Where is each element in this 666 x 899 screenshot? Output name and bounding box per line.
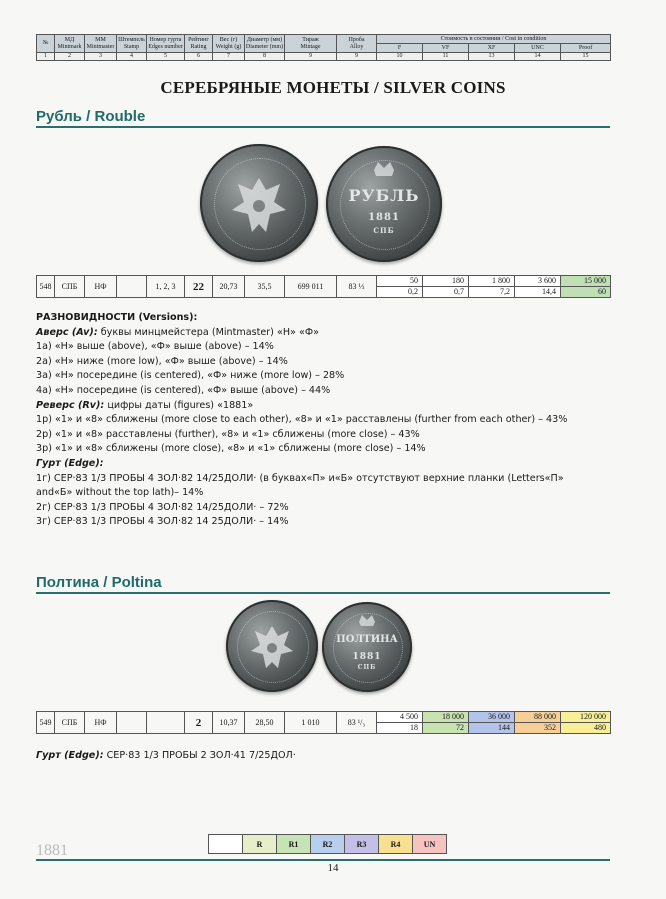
footer-rule (36, 859, 610, 861)
rarity-legend (208, 834, 447, 854)
hdr-diameter: Диаметр (мм) Diameter (mm) (245, 35, 285, 53)
hdr-num: 9 (285, 53, 337, 61)
price-f (377, 276, 423, 298)
coin-row-549 (36, 711, 611, 734)
versions-title: РАЗНОВИДНОСТИ (Versions): (36, 312, 198, 323)
price-usd: 18 (410, 723, 418, 732)
obverse-label: Аверс (Av): (36, 326, 98, 338)
rarity-swatch: R (243, 835, 277, 854)
rouble-obverse-image (200, 144, 318, 262)
coin-date: 1881 (352, 652, 382, 662)
version-item: 3а) «Н» посередине (is centered), «Ф» ниже (more low) – 28% (36, 370, 345, 382)
reverse-heading (36, 399, 616, 414)
coin-date: 1881 (368, 212, 400, 223)
price-rub: 88 000 (515, 712, 560, 723)
poltina-obverse-image (226, 600, 318, 692)
cell-no: 548 (37, 276, 55, 298)
hdr-mintmaster: ММ Mintmaster (85, 35, 117, 53)
price-xf (469, 712, 515, 734)
column-header-table (36, 34, 611, 61)
price-usd: 0,2 (408, 287, 418, 296)
price-usd: 72 (456, 723, 464, 732)
hdr-num: 7 (213, 53, 245, 61)
coin-mintmark: СПБ (373, 226, 395, 235)
price-xf (469, 276, 515, 298)
price-rub: 120 000 (561, 712, 610, 723)
hdr-edges: Номер гурта Edges number (147, 35, 185, 53)
poltina-edge-block (36, 749, 616, 764)
rarity-swatch: R3 (345, 835, 379, 854)
double-eagle-icon (200, 144, 318, 262)
price-usd: 144 (498, 723, 510, 732)
reverse-label: Реверс (Rv): (36, 399, 105, 411)
cell-alloy: 83 ⅓ (337, 276, 377, 298)
hdr-num: 5 (147, 53, 185, 61)
hdr-num: 2 (55, 53, 85, 61)
version-item: 4а) «Н» посередине (is centered), «Ф» выше (above) – 44% (36, 384, 331, 396)
cell-edges (147, 712, 185, 734)
hdr-num: 11 (423, 53, 469, 61)
cell-weight: 10,37 (213, 712, 245, 734)
price-rub: 15 000 (561, 276, 610, 287)
cell-rating: 22 (185, 276, 213, 298)
poltina-reverse-image (322, 602, 412, 692)
rarity-swatch: R4 (379, 835, 413, 854)
cell-mintmark: СПБ (55, 276, 85, 298)
page-number: 14 (327, 862, 339, 874)
hdr-alloy: Проба Alloy (337, 35, 377, 53)
price-usd: 60 (598, 287, 606, 296)
price-rub: 3 600 (515, 276, 560, 287)
price-vf (423, 712, 469, 734)
hdr-num: 9 (337, 53, 377, 61)
version-item: 2а) «Н» ниже (more low), «Ф» выше (above) – 14% (36, 355, 288, 367)
coin-row-548 (36, 275, 611, 298)
section-rule (36, 592, 610, 594)
year-label: 1881 (36, 842, 68, 859)
price-unc (515, 276, 561, 298)
hdr-mintmark: МД Mintmark (55, 35, 85, 53)
reverse-text: цифры даты (figures) «1881» (104, 399, 254, 411)
hdr-stamp: Штемпель Stamp (117, 35, 147, 53)
rouble-reverse-image (326, 146, 442, 262)
price-usd: 0,7 (454, 287, 464, 296)
price-proof (561, 276, 611, 298)
version-item: 1р) «1» и «8» сближены (more close to each other), «8» и «1» расставлены (further from each other) – 43% (36, 414, 568, 426)
price-vf (423, 276, 469, 298)
obverse-text: буквы минцмейстера (Mintmaster) «Н» «Ф» (97, 326, 319, 338)
hdr-num: 6 (185, 53, 213, 61)
crown-icon (322, 602, 412, 692)
hdr-no: № (37, 35, 55, 53)
price-rub: 36 000 (469, 712, 514, 723)
edge-text: СЕР·83 1/3 ПРОБЫ 2 ЗОЛ·41 7/25ДОЛ· (103, 750, 296, 761)
coin-denomination: ПОЛТИНА (336, 634, 398, 645)
price-rub: 50 (377, 276, 422, 287)
rarity-swatch: R2 (311, 835, 345, 854)
hdr-cond-xf: XF (469, 44, 515, 53)
coin-mintmark: СПБ (357, 664, 377, 671)
cell-mintage: 1 010 (285, 712, 337, 734)
price-rub: 180 (423, 276, 468, 287)
section-rule (36, 126, 610, 128)
price-usd: 14,4 (542, 287, 556, 296)
page-title: СЕРЕБРЯНЫЕ МОНЕТЫ / SILVER COINS (160, 78, 506, 97)
edge-heading: Гурт (Edge): (36, 750, 104, 761)
obverse-heading (36, 326, 616, 341)
cell-mintmaster: НФ (85, 712, 117, 734)
version-item: 3р) «1» и «8» сближены (more close), «8» и «1» сближены (more close) – 14% (36, 443, 426, 455)
section-title-poltina: Полтина / Poltina (36, 574, 162, 591)
cell-alloy: 83 ¹/₃ (337, 712, 377, 734)
price-proof (561, 712, 611, 734)
hdr-cond-vf: VF (423, 44, 469, 53)
edge-heading: Гурт (Edge): (36, 457, 104, 469)
cell-no: 549 (37, 712, 55, 734)
hdr-mintage: Тираж Mintage (285, 35, 337, 53)
cell-stamp (117, 712, 147, 734)
hdr-num: 3 (85, 53, 117, 61)
hdr-cond-proof: Proof (561, 44, 611, 53)
price-usd: 480 (594, 723, 606, 732)
hdr-cond-unc: UNC (515, 44, 561, 53)
edge-item: 1г) СЕР·83 1/3 ПРОБЫ 4 ЗОЛ·82 14/25ДОЛИ· (в буквах«П» и«Б» отсутствуют верхние планки (Letters«П» (36, 472, 564, 484)
hdr-num: 8 (245, 53, 285, 61)
hdr-num: 1 (37, 53, 55, 61)
cell-diameter: 28,50 (245, 712, 285, 734)
hdr-num: 14 (515, 53, 561, 61)
price-unc (515, 712, 561, 734)
hdr-cond-f: F (377, 44, 423, 53)
hdr-rating: Рейтинг Rating (185, 35, 213, 53)
coin-denomination: РУБЛЬ (348, 186, 420, 205)
price-f (377, 712, 423, 734)
cell-diameter: 35,5 (245, 276, 285, 298)
hdr-num: 10 (377, 53, 423, 61)
price-usd: 7,2 (500, 287, 510, 296)
version-item: 2р) «1» и «8» расставлены (further), «8» и «1» сближены (more close) – 43% (36, 428, 420, 440)
edge-item: 3г) СЕР·83 1/3 ПРОБЫ 4 ЗОЛ·82 14 25ДОЛИ· – 14% (36, 516, 289, 528)
hdr-num: 13 (469, 53, 515, 61)
hdr-num: 4 (117, 53, 147, 61)
price-rub: 1 800 (469, 276, 514, 287)
rarity-swatch (209, 835, 243, 854)
hdr-weight: Вес (г) Weight (g) (213, 35, 245, 53)
edge-item: 2г) СЕР·83 1/3 ПРОБЫ 4 ЗОЛ·82 14/25ДОЛИ· – 72% (36, 501, 289, 513)
hdr-num: 15 (561, 53, 611, 61)
cell-mintmaster: НФ (85, 276, 117, 298)
versions-block (36, 311, 616, 530)
rarity-swatch: UN (413, 835, 447, 854)
double-eagle-icon (226, 600, 318, 692)
cell-edges: 1, 2, 3 (147, 276, 185, 298)
cell-rating: 2 (185, 712, 213, 734)
section-title-rouble: Рубль / Rouble (36, 108, 146, 125)
edge-item: and«Б» without the top lath)– 14% (36, 487, 204, 499)
price-rub: 18 000 (423, 712, 468, 723)
price-usd: 352 (544, 723, 556, 732)
cell-weight: 20,73 (213, 276, 245, 298)
version-item: 1а) «Н» выше (above), «Ф» выше (above) – 14% (36, 341, 274, 353)
hdr-cost-title: Стоимость в состоянии / Cost in condition (377, 35, 611, 44)
cell-stamp (117, 276, 147, 298)
cell-mintmark: СПБ (55, 712, 85, 734)
price-rub: 4 500 (377, 712, 422, 723)
cell-mintage: 699 011 (285, 276, 337, 298)
rarity-swatch: R1 (277, 835, 311, 854)
